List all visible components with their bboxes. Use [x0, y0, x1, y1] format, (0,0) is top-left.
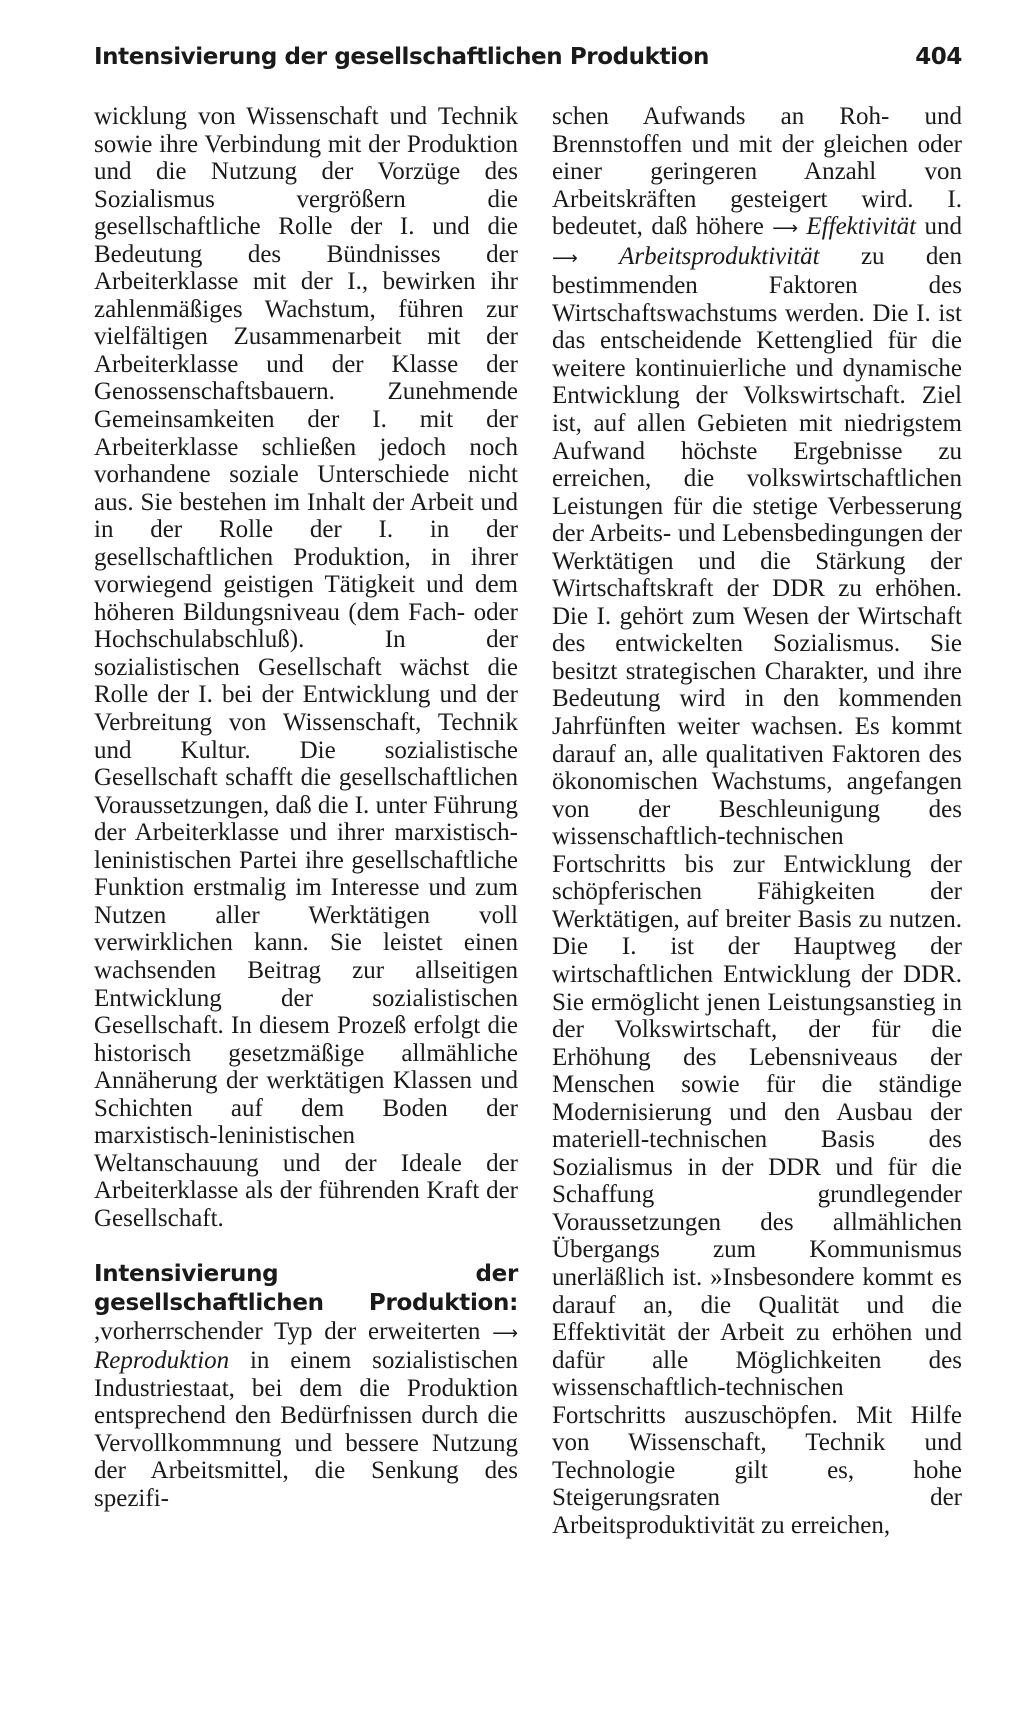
right-text-start: schen Aufwands an Roh- und Brennstoffen und mit der gleichen oder einer geringeren Anzahl von Arbeitskräften gesteigert wird. I. bedeutet, daß höhere — [552, 103, 962, 241]
right-text-rest: zu den bestimmenden Faktoren des Wirtschaftswachstums werden. Die I. ist das entscheidende Kettenglied für die weitere kontinuierliche und dynamische Entwicklung der Volkswirtschaft. Ziel ist, auf allen Gebieten mit niedrigstem Aufwand höchste Ergebnisse zu erreichen, die volkswirtschaftlichen Leistungen für die stetige Verbesserung der Arbeits- und Lebensbedingungen der Werktätigen und die Stärkung der Wirtschaftskraft der DDR zu erhöhen. Die I. gehört zum Wesen der Wirtschaft des entwickelten Sozialismus. Sie besitzt strategischen Charakter, und ihre Bedeutung wird in den kommenden Jahrfünften weiter wachsen. Es kommt darauf an, alle qualitativen Faktoren des ökonomischen Wachstums, angefangen von der Beschleunigung des wissenschaftlich-technischen Fortschritts bis zur Entwicklung der schöpferischen Fähigkeiten der Werktätigen, auf breiter Basis zu nutzen. Die I. ist der Hauptweg der wirtschaftlichen Entwicklung der DDR. Sie ermöglicht jenen Leistungsanstieg in der Volkswirtschaft, der für die Erhöhung des Lebensniveaus der Menschen sowie für die ständige Modernisierung und den Ausbau der materiell-technischen Basis des Sozialismus in der DDR und für die Schaffung grundlegender Voraussetzungen des allmählichen Übergangs zum Kommunismus unerläßlich ist. »Insbesondere kommt es darauf an, die Qualität und die Effektivität der Arbeit zu erhöhen und dafür alle Möglichkeiten des wissenschaftlich-technischen Fortschritts auszuschöpfen. Mit Hilfe von Wissenschaft, Technik und Technologie gilt es, hohe Steigerungsraten der Arbeitsproduktivität zu erreichen, — [552, 242, 962, 1539]
cross-reference-arrow-icon: ⟶ — [492, 1322, 518, 1344]
left-column — [94, 103, 518, 1512]
entry-text-end: in einem sozialistischen Industriestaat, bei dem die Produktion entsprechend den Bedürfnissen durch die Vervollkommnung und bessere Nutzung der Arbeitsmittel, die Senkung des spezifi- — [94, 1347, 518, 1512]
cross-reference-reproduktion: Reproduktion — [94, 1347, 230, 1375]
cross-reference-arrow-icon: ⟶ — [552, 247, 578, 269]
right-text-and: und — [916, 213, 962, 241]
right-paragraph — [552, 103, 962, 1539]
running-title: Intensivierung der gesellschaftlichen Produktion — [94, 44, 710, 70]
cross-reference-effektivitaet: Effektivität — [806, 213, 917, 241]
cross-reference-arrow-icon: ⟶ — [772, 218, 799, 240]
continued-paragraph: wicklung von Wissenschaft und Technik sowie ihre Verbindung mit der Produktion und die Nutzung der Vorzüge des Sozialismus vergrößern die gesellschaftliche Rolle der I. und die Bedeutung des Bündnisses der Arbeiterklasse mit der I., bewirken ihr zahlenmäßiges Wachstum, führen zur vielfältigen Zusammenarbeit mit der Arbeiterklasse und der Klasse der Genossenschaftsbauern. Zunehmende Gemeinsamkeiten der I. mit der Arbeiterklasse schließen jedoch noch vorhandene soziale Unterschiede nicht aus. Sie bestehen im Inhalt der Arbeit und in der Rolle der I. in der gesellschaftlichen Produktion, in ihrer vorwiegend geistigen Tätigkeit und dem höheren Bildungsniveau (dem Fach- oder Hochschulabschluß). In der sozialistischen Gesellschaft wächst die Rolle der I. bei der Entwicklung und der Verbreitung von Wissenschaft, Technik und Kultur. Die sozialistische Gesellschaft schafft die gesellschaftlichen Voraussetzungen, daß die I. unter Führung der Arbeiterklasse und ihrer marxistisch-leninistischen Partei ihre gesellschaftliche Funktion erstmalig im Interesse und zum Nutzen aller Werktätigen voll verwirklichen kann. Sie leistet einen wachsenden Beitrag zur allseitigen Entwicklung der sozialistischen Gesellschaft. In diesem Prozeß erfolgt die historisch gesetzmäßige allmähliche Annäherung der werktätigen Klassen und Schichten auf dem Boden der marxistisch-leninistischen Weltanschauung und der Ideale der Arbeiterklasse als der führenden Kraft der Gesellschaft. — [94, 103, 518, 1232]
entry-text-start: ,vorherrschender Typ der erweiterten — [94, 1317, 493, 1345]
entry-headword: Intensivierung der gesellschaftlichen Produktion: — [94, 1261, 518, 1316]
right-column — [552, 103, 962, 1539]
page-number: 404 — [915, 44, 962, 70]
running-head — [94, 44, 962, 70]
cross-reference-arbeitsproduktivitaet: Arbeitsproduktivität — [619, 242, 820, 270]
dictionary-entry — [94, 1260, 518, 1512]
